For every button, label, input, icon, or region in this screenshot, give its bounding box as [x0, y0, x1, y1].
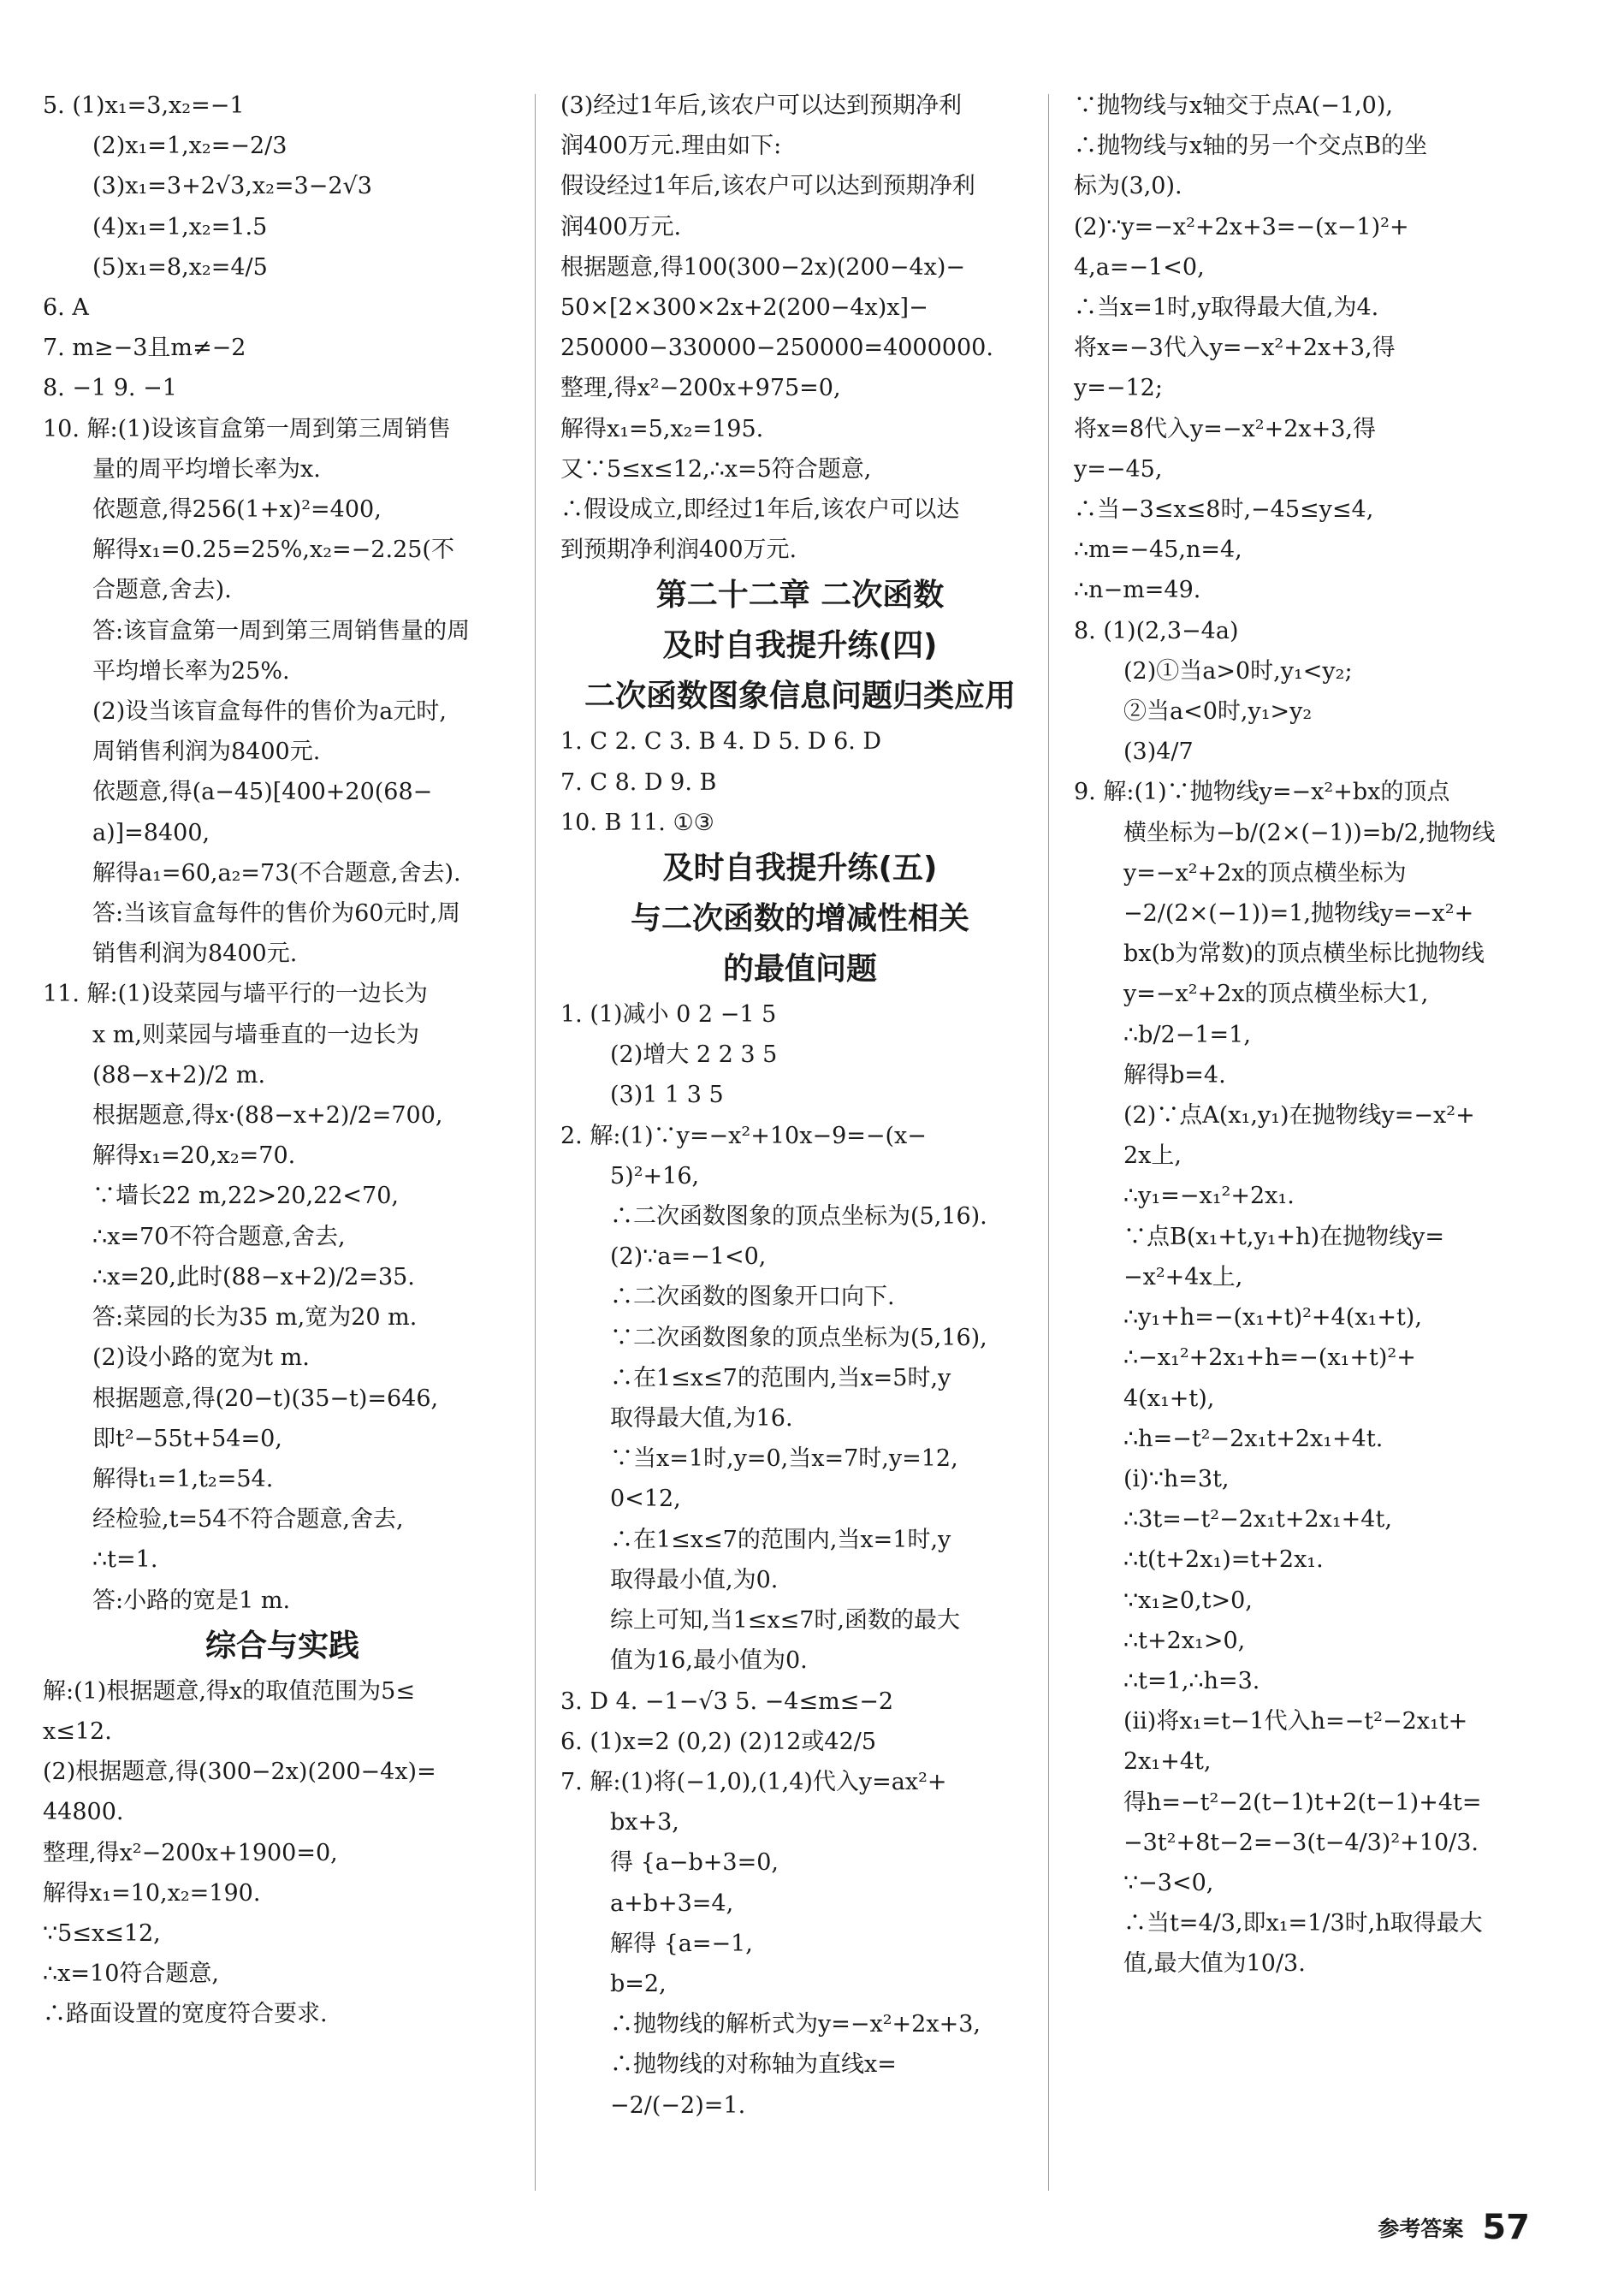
- answer-line: 量的周平均增长率为x.: [92, 455, 321, 483]
- answer-line: (2)①当a>0时,y₁<y₂;: [1123, 657, 1353, 685]
- section-heading: 及时自我提升练(四): [662, 628, 938, 664]
- answer-line: ∴二次函数的图象开口向下.: [610, 1284, 895, 1311]
- answer-line: y=−45,: [1074, 455, 1163, 483]
- answer-line: ∴当−3≤x≤8时,−45≤y≤4,: [1074, 496, 1374, 524]
- answer-line: (3)1 1 3 5: [610, 1082, 724, 1109]
- answer-line: ∵−3<0,: [1123, 1869, 1214, 1896]
- answer-line: ∴n−m=49.: [1074, 577, 1201, 604]
- answer-line: 解得x₁=0.25=25%,x₂=−2.25(不: [92, 537, 454, 564]
- answer-line: 得 {a−b+3=0,: [610, 1849, 779, 1877]
- answer-line: b=2,: [610, 1970, 667, 1997]
- answer-line: 取得最小值,为0.: [610, 1566, 779, 1593]
- answer-line: 经检验,t=54不符合题意,舍去,: [92, 1506, 404, 1533]
- answer-line: 50×[2×300×2x+2(200−4x)x]−: [560, 294, 928, 322]
- answer-line: ∵抛物线与x轴交于点A(−1,0),: [1074, 92, 1393, 119]
- answer-line: 10. B 11. ①③: [560, 809, 714, 836]
- answer-line: ∴−x₁²+2x₁+h=−(x₁+t)²+: [1123, 1344, 1416, 1372]
- answer-line: (2)根据题意,得(300−2x)(200−4x)=: [43, 1759, 436, 1786]
- answer-line: y=−x²+2x的顶点横坐标为: [1123, 859, 1407, 887]
- answer-line: y=−x²+2x的顶点横坐标大1,: [1123, 981, 1429, 1008]
- answer-line: 2x上,: [1123, 1142, 1182, 1170]
- answer-line: (3)x₁=3+2√3,x₂=3−2√3: [92, 173, 372, 200]
- column-right: [1074, 86, 1553, 2191]
- answer-line: 解得t₁=1,t₂=54.: [92, 1465, 274, 1492]
- answer-line: 润400万元.: [560, 213, 682, 240]
- answer-line: −x²+4x上,: [1123, 1263, 1243, 1290]
- answer-line: −2/(2×(−1))=1,抛物线y=−x²+: [1123, 900, 1474, 928]
- answer-line: 5. (1)x₁=3,x₂=−1: [43, 92, 245, 119]
- answer-line: 将x=8代入y=−x²+2x+3,得: [1074, 415, 1376, 442]
- answer-line: ∴抛物线的解析式为y=−x²+2x+3,: [610, 2011, 981, 2038]
- column-left: [43, 86, 522, 2191]
- answer-line: 解得x₁=10,x₂=190.: [43, 1879, 261, 1907]
- answer-line: (4)x₁=1,x₂=1.5: [92, 213, 268, 240]
- answer-line: a+b+3=4,: [610, 1889, 734, 1917]
- answer-line: 答:小路的宽是1 m.: [92, 1587, 291, 1614]
- answer-line: ∴在1≤x≤7的范围内,当x=5时,y: [610, 1364, 951, 1391]
- answer-line: 6. A: [43, 294, 89, 322]
- answer-line: 根据题意,得x·(88−x+2)/2=700,: [92, 1102, 443, 1130]
- answer-line: 平均增长率为25%.: [92, 657, 290, 685]
- answer-line: 到预期净利润400万元.: [560, 537, 797, 564]
- answer-line: 44800.: [43, 1799, 124, 1826]
- answer-line: 答:该盲盒第一周到第三周销售量的周: [92, 617, 471, 644]
- answer-line: 合题意,舍去).: [92, 577, 232, 604]
- answer-line: 根据题意,得100(300−2x)(200−4x)−: [560, 253, 966, 281]
- answer-line: (3)4/7: [1123, 739, 1194, 766]
- answer-line: 9. 解:(1)∵抛物线y=−x²+bx的顶点: [1074, 779, 1450, 806]
- answer-line: ∴m=−45,n=4,: [1074, 537, 1242, 564]
- answer-line: ∴t+2x₁>0,: [1123, 1627, 1246, 1654]
- answer-line: x m,则菜园与墙垂直的一边长为: [92, 1021, 419, 1048]
- answer-line: 值,最大值为10/3.: [1123, 1950, 1306, 1978]
- page-footer: [1378, 2208, 1530, 2247]
- answer-line: 0<12,: [610, 1486, 681, 1513]
- section-heading: 的最值问题: [722, 952, 877, 988]
- answer-line: ∴当t=4/3,即x₁=1/3时,h取得最大: [1123, 1910, 1483, 1937]
- answer-line: (2)x₁=1,x₂=−2/3: [92, 133, 287, 160]
- answer-line: 解得a₁=60,a₂=73(不合题意,舍去).: [92, 859, 461, 887]
- answer-line: ∴x=20,此时(88−x+2)/2=35.: [92, 1263, 415, 1290]
- answer-line: 解得x₁=20,x₂=70.: [92, 1142, 296, 1170]
- answer-line: ②当a<0时,y₁>y₂: [1123, 698, 1313, 726]
- answer-line: 解得b=4.: [1123, 1061, 1226, 1089]
- answer-line: 销售利润为8400元.: [92, 940, 298, 968]
- answer-line: 解得 {a=−1,: [610, 1930, 753, 1957]
- answer-line: x≤12.: [43, 1717, 112, 1745]
- answer-line: ∴假设成立,即经过1年后,该农户可以达: [560, 496, 960, 524]
- answer-line: 4,a=−1<0,: [1074, 253, 1205, 281]
- section-heading: 与二次函数的增减性相关: [630, 901, 969, 937]
- answer-line: ∴在1≤x≤7的范围内,当x=1时,y: [610, 1526, 951, 1553]
- answer-line: 1. (1)减小 0 2 −1 5: [560, 1001, 777, 1029]
- answer-line: (5)x₁=8,x₂=4/5: [92, 253, 268, 281]
- answer-line: ∴3t=−t²−2x₁t+2x₁+4t,: [1123, 1506, 1392, 1533]
- answer-line: ∴h=−t²−2x₁t+2x₁+4t.: [1123, 1425, 1384, 1452]
- answer-line: y=−12;: [1074, 375, 1163, 402]
- answer-line: ∴y₁+h=−(x₁+t)²+4(x₁+t),: [1123, 1304, 1422, 1332]
- answer-line: ∵当x=1时,y=0,当x=7时,y=12,: [610, 1445, 958, 1473]
- answer-line: ∴路面设置的宽度符合要求.: [43, 2001, 328, 2028]
- answer-line: (88−x+2)/2 m.: [92, 1061, 266, 1089]
- answer-line: 整理,得x²−200x+1900=0,: [43, 1839, 338, 1866]
- footer-label: 参考答案: [1378, 2216, 1464, 2241]
- answer-line: ∵点B(x₁+t,y₁+h)在抛物线y=: [1123, 1223, 1444, 1250]
- answer-line: ∴x=70不符合题意,舍去,: [92, 1223, 346, 1250]
- answer-line: 横坐标为−b/(2×(−1))=b/2,抛物线: [1123, 819, 1496, 846]
- answer-line: 依题意,得256(1+x)²=400,: [92, 496, 382, 524]
- answer-line: ∴t=1.: [92, 1546, 158, 1574]
- answer-line: a)]=8400,: [92, 819, 210, 846]
- answer-line: (2)增大 2 2 3 5: [610, 1041, 778, 1069]
- answer-line: 11. 解:(1)设菜园与墙平行的一边长为: [43, 981, 428, 1008]
- answer-line: 1. C 2. C 3. B 4. D 5. D 6. D: [560, 728, 882, 756]
- answer-line: 假设经过1年后,该农户可以达到预期净利: [560, 173, 975, 200]
- answer-line: (2)设小路的宽为t m.: [92, 1344, 310, 1372]
- answer-line: ∵5≤x≤12,: [43, 1919, 161, 1947]
- page-number: 57: [1482, 2208, 1530, 2247]
- section-heading: 第二十二章 二次函数: [655, 578, 945, 614]
- answer-line: 答:菜园的长为35 m,宽为20 m.: [92, 1304, 418, 1332]
- answer-line: 3. D 4. −1−√3 5. −4≤m≤−2: [560, 1688, 894, 1715]
- answer-line: (2)∵点A(x₁,y₁)在抛物线y=−x²+: [1123, 1102, 1475, 1130]
- answer-line: 得h=−t²−2(t−1)t+2(t−1)+4t=: [1123, 1789, 1482, 1816]
- answer-line: ∴当x=1时,y取得最大值,为4.: [1074, 294, 1379, 322]
- answer-line: (ⅰ)∵h=3t,: [1123, 1465, 1230, 1492]
- answer-line: ∴抛物线的对称轴为直线x=: [610, 2051, 897, 2079]
- answer-line: 依题意,得(a−45)[400+20(68−: [92, 779, 433, 806]
- answer-line: 250000−330000−250000=4000000.: [560, 335, 993, 362]
- answer-line: (3)经过1年后,该农户可以达到预期净利: [560, 92, 963, 119]
- section-heading: 综合与实践: [204, 1628, 359, 1664]
- answer-line: 7. C 8. D 9. B: [560, 768, 717, 796]
- answer-line: 又∵5≤x≤12,∴x=5符合题意,: [560, 455, 872, 483]
- answer-line: 6. (1)x=2 (0,2) (2)12或42/5: [560, 1728, 877, 1755]
- answer-line: 标为(3,0).: [1074, 173, 1182, 200]
- answer-line: (2)∵a=−1<0,: [610, 1243, 767, 1271]
- answer-line: 7. 解:(1)将(−1,0),(1,4)代入y=ax²+: [560, 1768, 947, 1795]
- column-divider: [535, 94, 536, 2191]
- column-middle: [560, 86, 1040, 2191]
- answer-line: −3t²+8t−2=−3(t−4/3)²+10/3.: [1123, 1829, 1479, 1856]
- answer-line: ∴二次函数图象的顶点坐标为(5,16).: [610, 1203, 987, 1231]
- answer-line: 5)²+16,: [610, 1162, 700, 1189]
- answer-line: 周销售利润为8400元.: [92, 739, 321, 766]
- answer-line: ∵二次函数图象的顶点坐标为(5,16),: [610, 1324, 987, 1351]
- answer-line: 将x=−3代入y=−x²+2x+3,得: [1074, 335, 1396, 362]
- answer-line: −2/(−2)=1.: [610, 2091, 746, 2119]
- answer-line: bx+3,: [610, 1809, 679, 1836]
- answer-line: 润400万元.理由如下:: [560, 133, 782, 160]
- answer-line: 值为16,最小值为0.: [610, 1647, 808, 1675]
- answer-line: ∴t=1,∴h=3.: [1123, 1667, 1260, 1694]
- answer-line: ∴t(t+2x₁)=t+2x₁.: [1123, 1546, 1324, 1574]
- answer-line: 8. (1)(2,3−4a): [1074, 617, 1239, 644]
- answer-line: 2x₁+4t,: [1123, 1748, 1212, 1776]
- answer-line: ∴抛物线与x轴的另一个交点B的坐: [1074, 133, 1428, 160]
- answer-line: 10. 解:(1)设该盲盒第一周到第三周销售: [43, 415, 451, 442]
- answer-line: (2)∵y=−x²+2x+3=−(x−1)²+: [1074, 213, 1409, 240]
- answer-line: 综上可知,当1≤x≤7时,函数的最大: [610, 1607, 960, 1634]
- answer-line: 7. m≥−3且m≠−2: [43, 335, 246, 362]
- answer-line: 根据题意,得(20−t)(35−t)=646,: [92, 1385, 439, 1412]
- answer-line: (2)设当该盲盒每件的售价为a元时,: [92, 698, 447, 726]
- answer-line: (ⅱ)将x₁=t−1代入h=−t²−2x₁t+: [1123, 1708, 1468, 1735]
- answer-line: 解:(1)根据题意,得x的取值范围为5≤: [43, 1677, 415, 1705]
- answer-line: 4(x₁+t),: [1123, 1385, 1215, 1412]
- answer-line: 取得最大值,为16.: [610, 1405, 793, 1433]
- answer-line: 即t²−55t+54=0,: [92, 1425, 282, 1452]
- answer-line: ∴x=10符合题意,: [43, 1961, 219, 1988]
- answer-line: ∴y₁=−x₁²+2x₁.: [1123, 1183, 1295, 1210]
- answer-line: ∴b/2−1=1,: [1123, 1021, 1251, 1048]
- answer-line: 整理,得x²−200x+975=0,: [560, 375, 841, 402]
- section-heading: 及时自我提升练(五): [662, 851, 938, 887]
- column-divider: [1048, 94, 1049, 2191]
- answer-line: 解得x₁=5,x₂=195.: [560, 415, 764, 442]
- answer-line: 8. −1 9. −1: [43, 375, 177, 402]
- answer-line: 2. 解:(1)∵y=−x²+10x−9=−(x−: [560, 1122, 927, 1149]
- answer-line: ∵墙长22 m,22>20,22<70,: [92, 1183, 399, 1210]
- section-heading: 二次函数图象信息问题归类应用: [584, 679, 1016, 715]
- answer-line: bx(b为常数)的顶点横坐标比抛物线: [1123, 940, 1485, 968]
- answer-line: ∵x₁≥0,t>0,: [1123, 1587, 1253, 1614]
- answer-line: 答:当该盲盒每件的售价为60元时,周: [92, 900, 461, 928]
